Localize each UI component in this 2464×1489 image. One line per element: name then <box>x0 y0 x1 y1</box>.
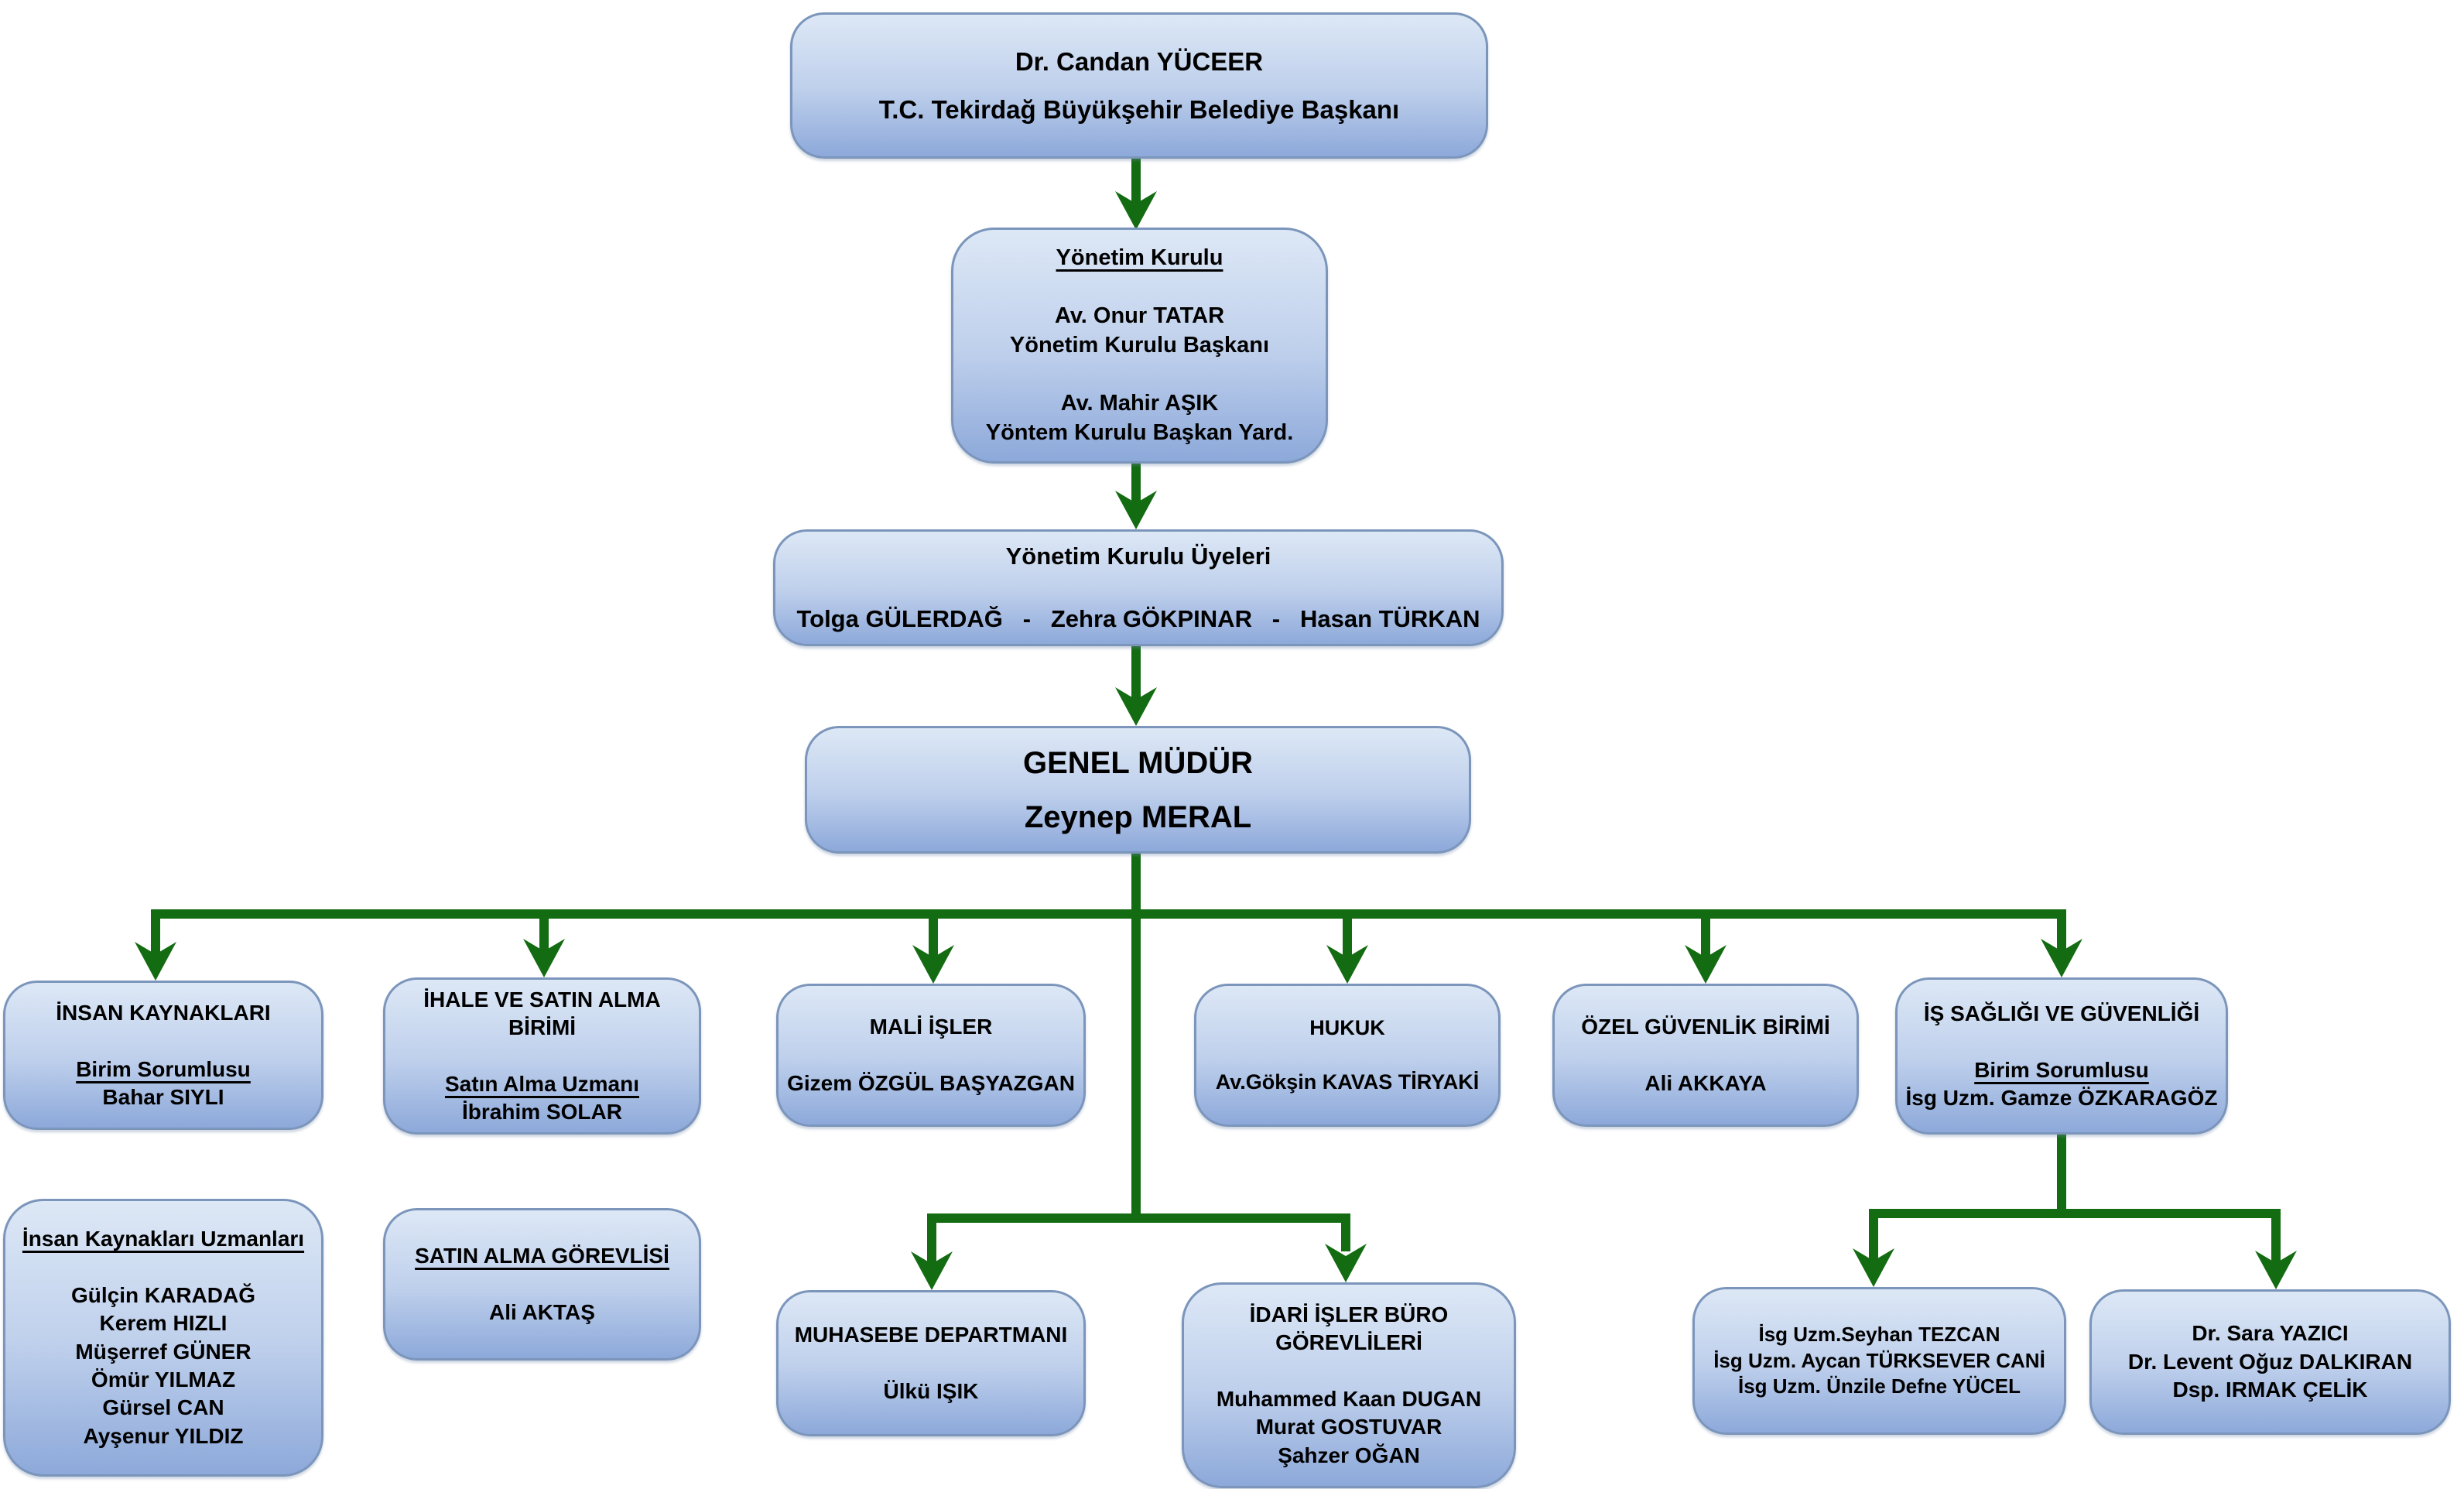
text-line: İsg Uzm. Ünzile Defne YÜCEL <box>1737 1374 2021 1398</box>
text-line <box>1136 360 1142 389</box>
text-line: Birim Sorumlusu <box>76 1056 251 1081</box>
text-line: Muhammed Kaan DUGAN <box>1216 1387 1482 1411</box>
node-board-members <box>773 529 1504 646</box>
node-board <box>951 228 1328 464</box>
text-line: Ömür YILMAZ <box>91 1367 236 1391</box>
text-line: İsg Uzm. Gamze ÖZKARAGÖZ <box>1905 1085 2218 1110</box>
arrowhead-down-icon <box>2041 939 2082 977</box>
text-line: Ali AKKAYA <box>1644 1070 1767 1095</box>
text-line: Dsp. IRMAK ÇELİK <box>2172 1378 2368 1402</box>
text-line: Av.Gökşin KAVAS TİRYAKİ <box>1215 1070 1480 1094</box>
node-accounting <box>776 1290 1086 1436</box>
text-line <box>160 1253 166 1281</box>
text-line: Dr. Candan YÜCEER <box>1015 47 1264 77</box>
text-line <box>539 1270 546 1298</box>
text-line: SATIN ALMA GÖREVLİSİ <box>415 1243 669 1268</box>
text-line: Ali AKTAŞ <box>489 1299 595 1324</box>
arrowhead-down-icon <box>1115 687 1157 726</box>
text-line: Yöntem Kurulu Başkan Yard. <box>985 419 1294 445</box>
node-president <box>790 12 1488 159</box>
text-line <box>928 1041 934 1069</box>
arrowhead-down-icon <box>1853 1248 1894 1287</box>
text-line <box>2058 1028 2065 1056</box>
arrowhead-down-icon <box>912 945 954 984</box>
text-line: Ayşenur YILDIZ <box>83 1423 244 1448</box>
text-line <box>1135 572 1142 603</box>
node-procurement <box>383 977 701 1135</box>
node-legal <box>1194 984 1501 1127</box>
text-line: BİRİMİ <box>508 1015 577 1039</box>
text-line: Şahzer OĞAN <box>1278 1443 1420 1467</box>
text-line: GÖREVLİLERİ <box>1275 1330 1422 1355</box>
arrowhead-down-icon <box>523 939 565 977</box>
connector-ohs-stem <box>2057 1135 2066 1218</box>
connector-trunk-ohs <box>1869 1209 2281 1218</box>
arrowhead-down-icon <box>135 942 176 981</box>
text-line: MALİ İŞLER <box>869 1014 993 1039</box>
text-line: İHALE VE SATIN ALMA <box>423 987 661 1011</box>
text-line: İsg Uzm.Seyhan TEZCAN <box>1758 1322 2000 1346</box>
text-line: Dr. Sara YAZICI <box>2192 1321 2349 1346</box>
text-line: T.C. Tekirdağ Büyükşehir Belediye Başkanı <box>878 94 1400 124</box>
arrowhead-down-icon <box>1326 945 1368 984</box>
text-line: İDARİ İŞLER BÜRO <box>1249 1302 1449 1326</box>
text-line: Gizem ÖZGÜL BAŞYAZGAN <box>787 1070 1075 1095</box>
node-ohs <box>1895 977 2228 1135</box>
text-line: Zeynep MERAL <box>1024 799 1252 834</box>
arrowhead-down-icon <box>911 1251 953 1290</box>
arrowhead-down-icon <box>2255 1251 2297 1289</box>
arrowhead-down-icon <box>1115 491 1157 529</box>
text-line <box>1346 1357 1352 1385</box>
text-line: Murat GOSTUVAR <box>1255 1415 1442 1439</box>
node-medical-staff <box>2089 1289 2451 1435</box>
text-line: İsg Uzm. Aycan TÜRKSEVER CANİ <box>1713 1348 2045 1372</box>
text-line: Yönetim Kurulu Üyeleri <box>1005 543 1271 570</box>
arrowhead-down-icon <box>1685 945 1727 984</box>
node-hr <box>3 981 323 1130</box>
text-line: Müşerref GÜNER <box>75 1339 252 1364</box>
arrowhead-down-icon <box>1325 1244 1367 1282</box>
text-line: Gülçin KARADAĞ <box>71 1282 255 1307</box>
node-administrative <box>1182 1282 1516 1488</box>
connector-trunk-level1 <box>151 909 2066 919</box>
node-security <box>1552 984 1859 1127</box>
text-line <box>928 1349 934 1377</box>
connector-trunk-level2 <box>927 1213 1350 1223</box>
text-line: Bahar SIYLI <box>102 1084 224 1109</box>
text-line <box>539 1042 546 1070</box>
node-ohs-specialists <box>1692 1287 2066 1435</box>
node-general-manager <box>805 726 1471 854</box>
text-line: HUKUK <box>1309 1015 1385 1039</box>
text-line: Satın Alma Uzmanı <box>444 1071 639 1096</box>
text-line: Av. Mahir AŞIK <box>1060 391 1219 416</box>
text-line <box>1136 272 1142 302</box>
text-line: İbrahim SOLAR <box>462 1100 622 1124</box>
text-line: Tolga GÜLERDAĞ - Zehra GÖKPINAR - Hasan TÜRKAN <box>796 604 1480 632</box>
text-line <box>1703 1041 1709 1069</box>
text-line: Kerem HIZLI <box>99 1311 228 1336</box>
text-line: Yönetim Kurulu <box>1056 245 1223 270</box>
text-line: Ülkü IŞIK <box>883 1378 979 1403</box>
text-line: Yönetim Kurulu Başkanı <box>1009 332 1270 358</box>
text-line: İŞ SAĞLIĞI VE GÜVENLİĞİ <box>1923 1001 2200 1025</box>
text-line: ÖZEL GÜVENLİK BİRİMİ <box>1581 1014 1830 1039</box>
text-line: İNSAN KAYNAKLARI <box>56 1000 271 1025</box>
node-hr-specialists <box>3 1199 323 1477</box>
node-purchasing-officer <box>383 1208 701 1361</box>
node-finance <box>776 984 1086 1127</box>
text-line: Birim Sorumlusu <box>1974 1057 2149 1082</box>
text-line: İnsan Kaynakları Uzmanları <box>22 1226 305 1251</box>
text-line: Gürsel CAN <box>102 1395 224 1420</box>
text-line: Dr. Levent Oğuz DALKIRAN <box>2127 1349 2413 1374</box>
text-line <box>1344 1042 1350 1069</box>
text-line <box>160 1027 166 1055</box>
text-line: GENEL MÜDÜR <box>1022 745 1254 780</box>
text-line: Av. Onur TATAR <box>1054 303 1225 328</box>
arrowhead-down-icon <box>1115 191 1157 230</box>
text-line: MUHASEBE DEPARTMANI <box>794 1322 1068 1347</box>
